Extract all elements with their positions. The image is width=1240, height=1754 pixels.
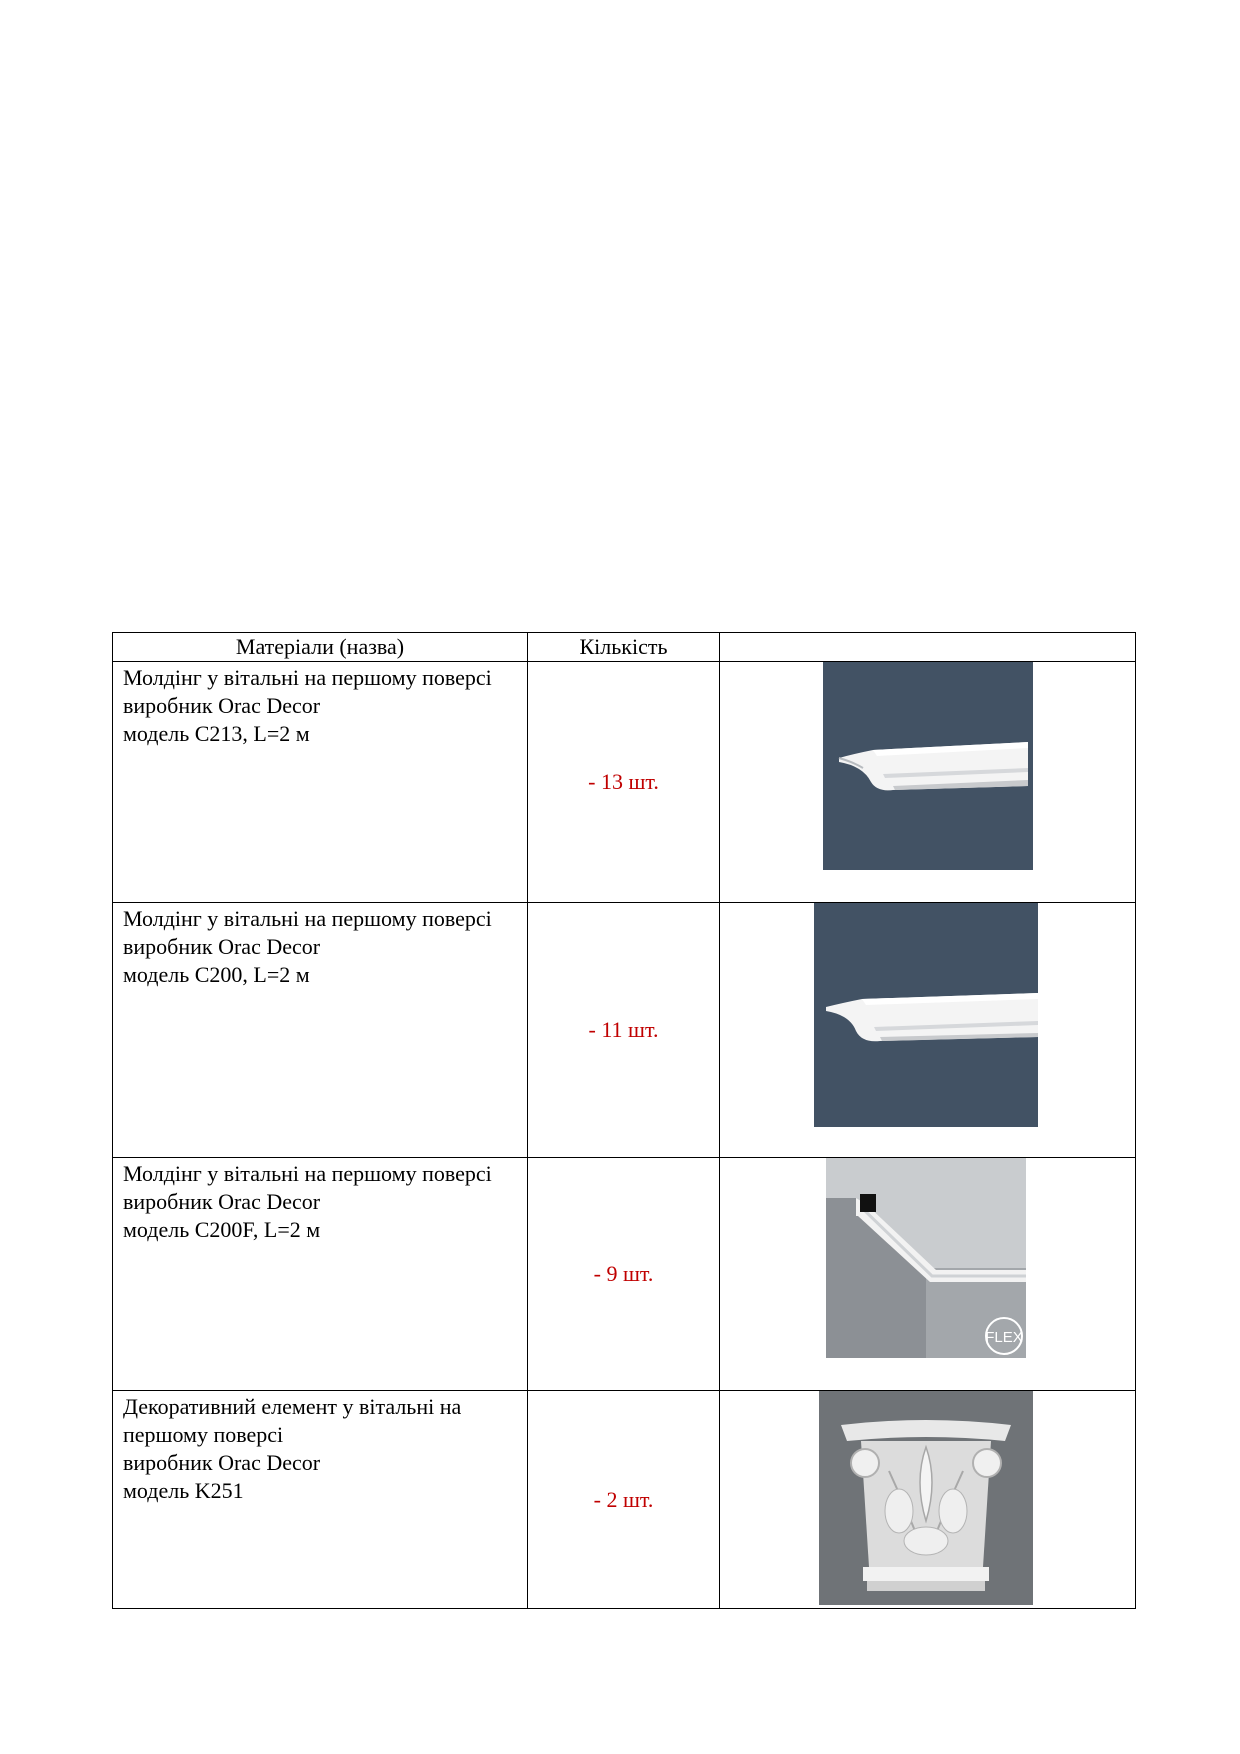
header-materials: Матеріали (назва) <box>113 633 528 662</box>
table-row <box>113 662 1136 903</box>
material-name: Молдінг у вітальні на першому поверсі <box>123 665 492 690</box>
header-image <box>720 633 1136 662</box>
image-cell <box>720 1391 1136 1609</box>
material-manufacturer: виробник Orac Decor <box>123 1189 321 1214</box>
table-header-row <box>113 633 1136 662</box>
material-model: модель C200, L=2 м <box>123 962 310 987</box>
material-name: Декоративний елемент у вітальні на першому поверсі <box>123 1394 462 1447</box>
material-manufacturer: виробник Orac Decor <box>123 1450 321 1475</box>
material-cell <box>113 662 528 903</box>
image-cell <box>720 1158 1136 1391</box>
material-model: модель C213, L=2 м <box>123 721 310 746</box>
material-model: модель C200F, L=2 м <box>123 1217 321 1242</box>
image-cell <box>720 662 1136 903</box>
materials-table <box>112 632 1136 1609</box>
capital-k251-icon <box>819 1391 1033 1605</box>
cornice-molding-c200-icon <box>814 903 1038 1127</box>
table-row <box>113 903 1136 1158</box>
material-model: модель K251 <box>123 1478 244 1503</box>
flex-badge: FLEX <box>985 1329 1023 1346</box>
material-name: Молдінг у вітальні на першому поверсі <box>123 1161 492 1186</box>
table-row <box>113 1158 1136 1391</box>
header-quantity: Кількість <box>528 633 720 662</box>
quantity-cell: - 11 шт. <box>528 903 720 1158</box>
material-cell <box>113 1391 528 1609</box>
material-cell <box>113 1158 528 1391</box>
material-name: Молдінг у вітальні на першому поверсі <box>123 906 492 931</box>
flex-cornice-c200f-icon <box>826 1158 1026 1358</box>
cornice-molding-c213-icon <box>823 662 1033 870</box>
material-manufacturer: виробник Orac Decor <box>123 934 321 959</box>
material-cell <box>113 903 528 1158</box>
quantity-cell: - 2 шт. <box>528 1391 720 1609</box>
quantity-cell: - 9 шт. <box>528 1158 720 1391</box>
table-row <box>113 1391 1136 1609</box>
material-manufacturer: виробник Orac Decor <box>123 693 321 718</box>
quantity-cell: - 13 шт. <box>528 662 720 903</box>
image-cell <box>720 903 1136 1158</box>
